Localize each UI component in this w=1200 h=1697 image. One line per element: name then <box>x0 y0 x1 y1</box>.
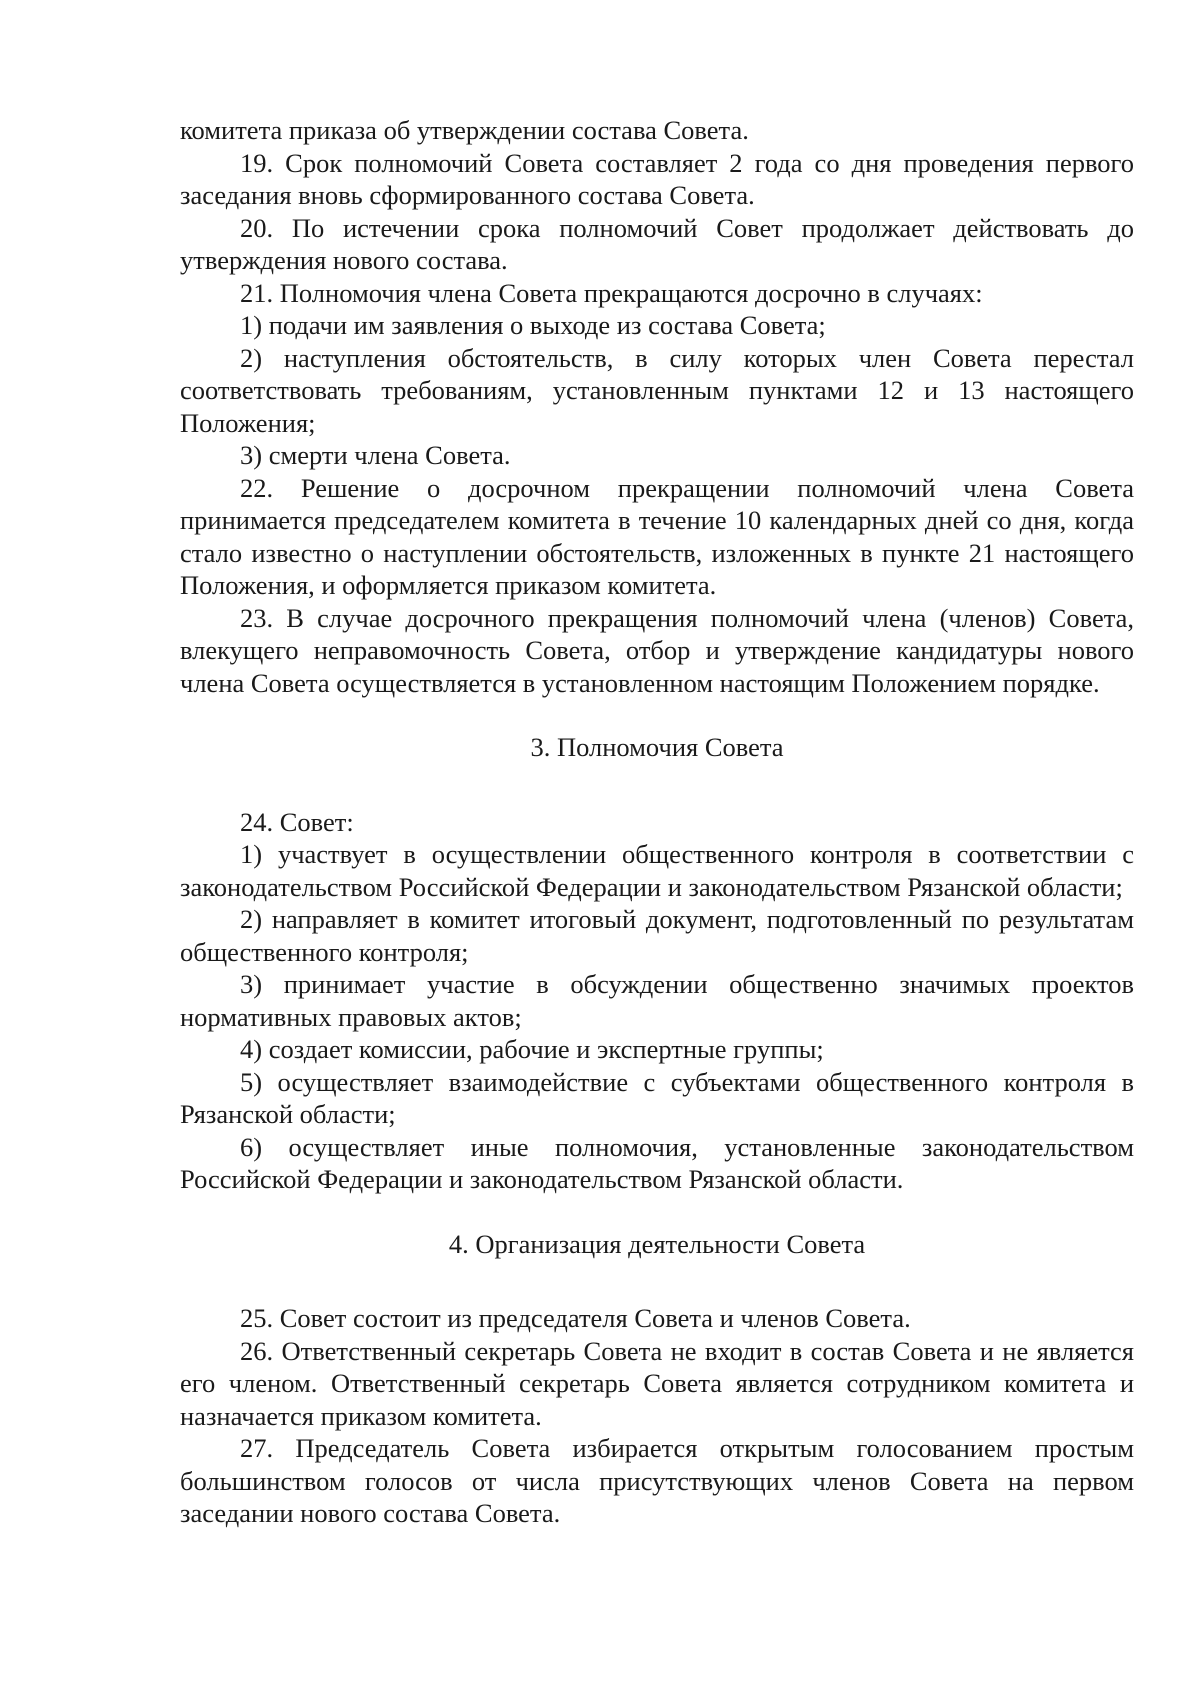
paragraph-24-item-5: 5) осуществляет взаимодействие с субъектами общественного контроля в Рязанской области; <box>180 1066 1134 1129</box>
paragraph-24: 24. Совет: <box>240 806 354 837</box>
paragraph-21-item-1: 1) подачи им заявления о выходе из состава Совета; <box>240 310 826 340</box>
paragraph-23: 23. В случае досрочного прекращения полномочий члена (членов) Совета, влекущего неправомочность Совета, отбор и утверждение кандидатуры нового члена Совета осуществляется в установленном настоящим Положением порядке. <box>180 602 1134 698</box>
paragraph-24-item-3: 3) принимает участие в обсуждении общественно значимых проектов нормативных правовых актов; <box>180 969 1134 1032</box>
paragraph-24-item-4: 4) создает комиссии, рабочие и экспертные группы; <box>240 1034 824 1064</box>
paragraph-27: 27. Председатель Совета избирается открытым голосованием простым большинством голосов от числа присутствующих членов Совета на первом заседании нового состава Совета. <box>180 1433 1134 1528</box>
section-4-heading: 4. Организация деятельности Совета <box>448 1228 866 1259</box>
paragraph-19: 19. Срок полномочий Совета составляет 2 года со дня проведения первого заседания вновь сформированного состава Совета. <box>180 147 1134 210</box>
document-body <box>180 114 1134 1530</box>
paragraph-25: 25. Совет состоит из председателя Совета и членов Совета. <box>240 1303 911 1333</box>
paragraph-21-item-3: 3) смерти члена Совета. <box>240 440 511 470</box>
paragraph-22: 22. Решение о досрочном прекращении полномочий члена Совета принимается председателем комитета в течение 10 календарных дней со дня, когда стало известно о наступлении обстоятельств, изложенных в пункте 21 настоящего Положения, и оформляется приказом комитета. <box>180 472 1134 600</box>
paragraph-21: 21. Полномочия члена Совета прекращаются досрочно в случаях: <box>240 277 983 308</box>
paragraph-26: 26. Ответственный секретарь Совета не входит в состав Совета и не является его членом. Ответственный секретарь Совета является сотрудником комитета и назначается приказом комитета. <box>180 1335 1134 1431</box>
paragraph-21-item-2: 2) наступления обстоятельств, в силу которых член Совета перестал соответствовать требованиям, установленным пунктами 12 и 13 настоящего Положения; <box>180 342 1134 438</box>
paragraph-24-item-6: 6) осуществляет иные полномочия, установленные законодательством Российской Федерации и законодательством Рязанской области. <box>180 1131 1134 1194</box>
section-3-heading: 3. Полномочия Совета <box>530 732 784 762</box>
paragraph-24-item-2: 2) направляет в комитет итоговый документ, подготовленный по результатам общественного контроля; <box>180 904 1134 967</box>
paragraph-20: 20. По истечении срока полномочий Совет продолжает действовать до утверждения нового состава. <box>180 212 1134 275</box>
paragraph-24-item-1: 1) участвует в осуществлении общественного контроля в соответствии с законодательством Российской Федерации и законодательством Рязанской области; <box>180 839 1134 902</box>
paragraph-continuation: комитета приказа об утверждении состава Совета. <box>180 115 749 145</box>
